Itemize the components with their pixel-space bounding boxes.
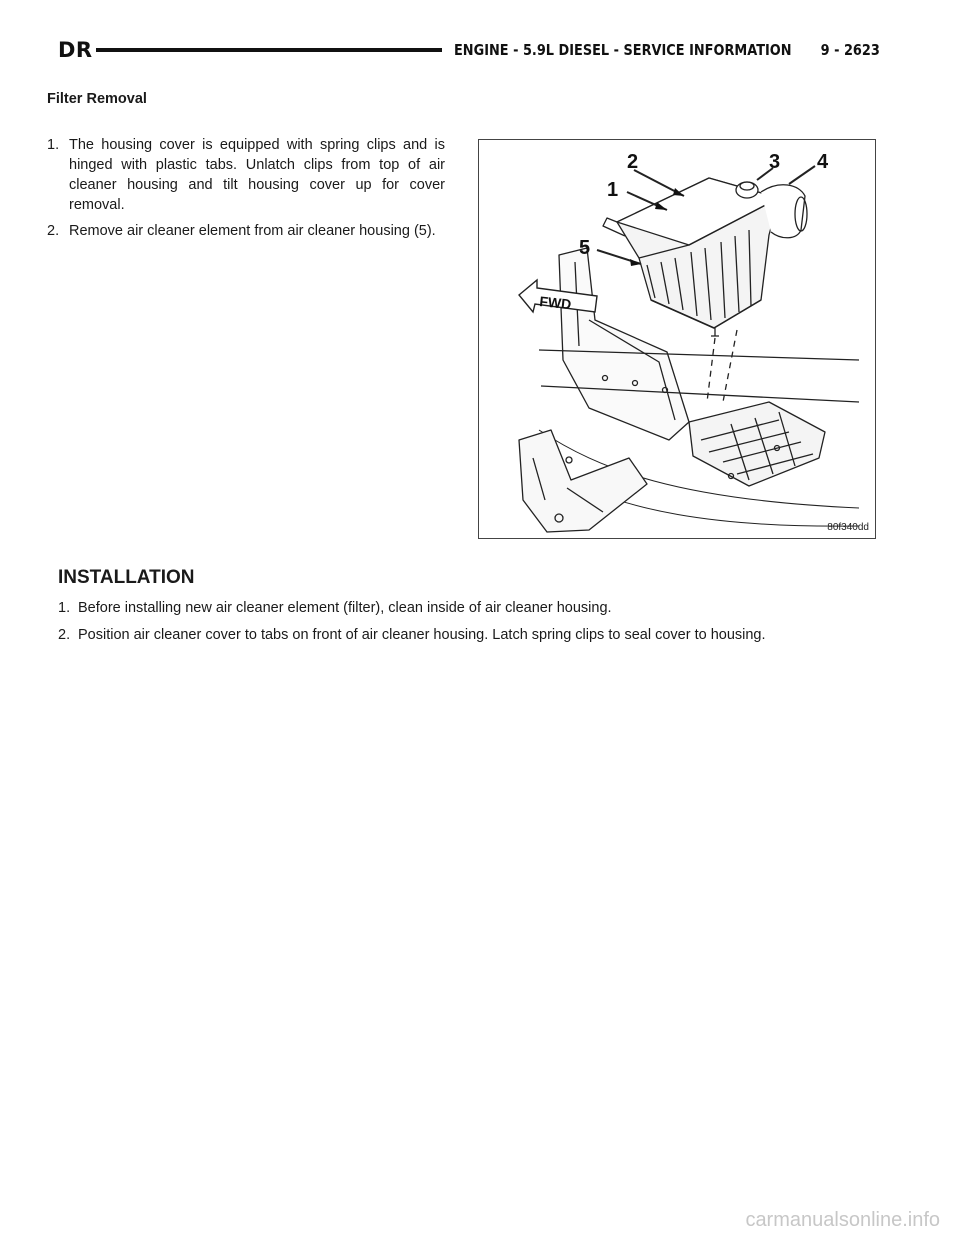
list-item (58, 625, 880, 645)
callout-2: 2 (627, 151, 639, 173)
watermark: carmanualsonline.info (745, 1209, 940, 1231)
direction-label: FWD (538, 293, 573, 313)
page-header (58, 38, 880, 62)
step-text: Before installing new air cleaner element (filter), clean inside of air cleaner housing. (78, 600, 612, 616)
installation-steps (58, 598, 880, 652)
figure-code: 80f340dd (827, 522, 869, 533)
step-number: 2. (47, 223, 60, 239)
callout-5: 5 (579, 237, 591, 259)
list-item (58, 598, 880, 618)
step-text: The housing cover is equipped with spring clips and is hinged with plastic tabs. Unlatch clips from top of air cleaner housing and tilt housing cover up for cover removal. (69, 137, 445, 213)
callout-1: 1 (607, 179, 619, 201)
step-number: 1. (58, 600, 71, 616)
list-item (47, 135, 445, 215)
step-text: Remove air cleaner element from air cleaner housing (5). (69, 223, 436, 239)
callout-4: 4 (817, 151, 829, 173)
section-title: ENGINE - 5.9L DIESEL - SERVICE INFORMATION (454, 41, 792, 59)
header-rule (96, 48, 442, 52)
filter-removal-steps (47, 135, 445, 247)
air-cleaner-figure (478, 139, 876, 539)
step-number: 2. (58, 627, 71, 643)
list-item (47, 221, 445, 241)
model-code: DR (58, 38, 93, 62)
installation-heading: INSTALLATION (58, 567, 195, 588)
air-cleaner-illustration (479, 140, 876, 539)
filter-removal-heading: Filter Removal (47, 91, 147, 107)
step-text: Position air cleaner cover to tabs on front of air cleaner housing. Latch spring clips to seal cover to housing. (78, 627, 766, 643)
step-number: 1. (47, 137, 60, 153)
callout-3: 3 (769, 151, 781, 173)
page-number: 9 - 2623 (820, 41, 880, 59)
